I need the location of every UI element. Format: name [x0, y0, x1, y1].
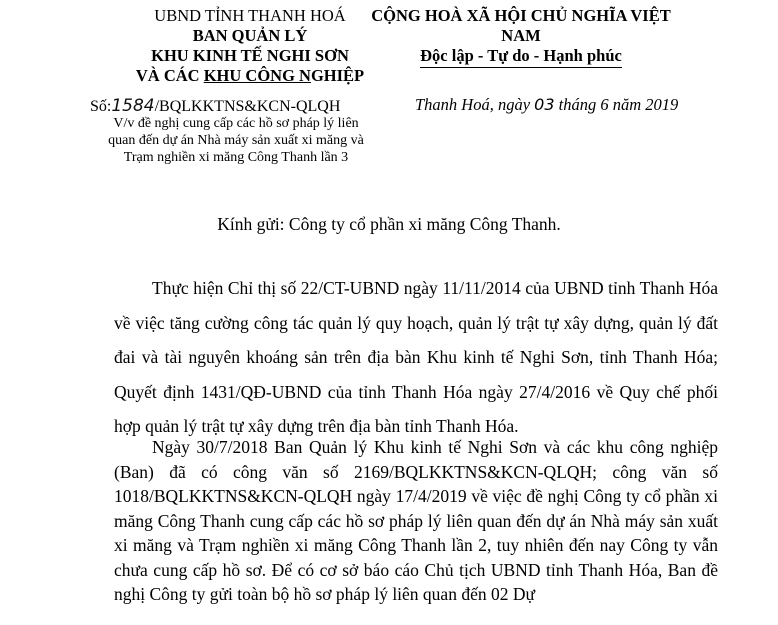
agency-name-line1: BAN QUẢN LÝ	[192, 26, 308, 45]
body-paragraph: Ngày 30/7/2018 Ban Quản lý Khu kinh tế Nghi Sơn và các khu công nghiệp (Ban) đã có công văn số 2169/BQLKKTNS&KCN-QLQH; công văn số 1018/BQLKKTNS&KCN-QLQH ngày 17/4/2019 về việc đề nghị Công ty cổ phần xi măng Công Thanh cung cấp các hồ sơ pháp lý liên quan đến dự án Nhà máy sản xuất xi măng và Trạm nghiền xi măng Công Thanh lần 2, tuy nhiên đến nay Công ty vẫn chưa cung cấp hồ sơ. Để có cơ sở báo cáo Chủ tịch UBND tỉnh Thanh Hóa, Ban đề nghị Công ty gửi toàn bộ hồ sơ pháp lý liên quan đến 02 Dự	[114, 437, 718, 604]
agency-name-line2: KHU KINH TẾ NGHI SƠN	[151, 46, 349, 65]
body-paragraph-1-container	[114, 271, 718, 444]
recipient-greeting: Kính gửi: Công ty cổ phần xi măng Công Thanh.	[217, 214, 561, 234]
document-number-prefix: Số:	[90, 98, 112, 115]
issuing-authority-block	[100, 6, 400, 86]
date-prefix: Thanh Hoá, ngày	[415, 95, 535, 114]
agency-name-line3	[100, 66, 400, 86]
national-title-block	[368, 6, 674, 68]
document-subject: V/v đề nghị cung cấp các hồ sơ pháp lý liên quan đến dự án Nhà máy sản xuất xi măng và Trạm nghiền xi măng Công Thanh lần 3	[108, 116, 364, 165]
body-paragraph-2-container	[114, 435, 718, 607]
agency-name-line3-pre: VÀ CÁC	[135, 66, 204, 85]
date-month: tháng 6	[554, 95, 613, 114]
national-title: CỘNG HOÀ XÃ HỘI CHỦ NGHĨA VIỆT NAM	[371, 6, 671, 45]
date-year: năm 2019	[612, 95, 679, 114]
document-date	[415, 95, 678, 115]
body-paragraph: Thực hiện Chỉ thị số 22/CT-UBND ngày 11/11/2014 của UBND tỉnh Thanh Hóa về việc tăng cường công tác quản lý quy hoạch, quản lý trật tự xây dựng, quản lý đất đai và tài nguyên khoáng sản trên địa bàn Khu kinh tế Nghi Sơn, tỉnh Thanh Hóa; Quyết định 1431/QĐ-UBND của tỉnh Thanh Hóa ngày 27/4/2016 về Quy chế phối hợp quản lý trật tự xây dựng trên địa bàn tỉnh Thanh Hóa.	[114, 278, 718, 436]
national-motto: Độc lập - Tự do - Hạnh phúc	[420, 46, 622, 68]
agency-name-line3-post: GHIỆP	[310, 66, 365, 85]
parent-authority: UBND TỈNH THANH HOÁ	[154, 6, 346, 25]
agency-name-line3-underlined: KHU CÔNG N	[203, 66, 311, 85]
document-number-handwritten: 1584	[111, 96, 155, 116]
date-handwritten-day: 03	[534, 95, 555, 114]
document-number-suffix: /BQLKKTNS&KCN-QLQH	[154, 98, 341, 115]
document-number	[90, 96, 340, 116]
